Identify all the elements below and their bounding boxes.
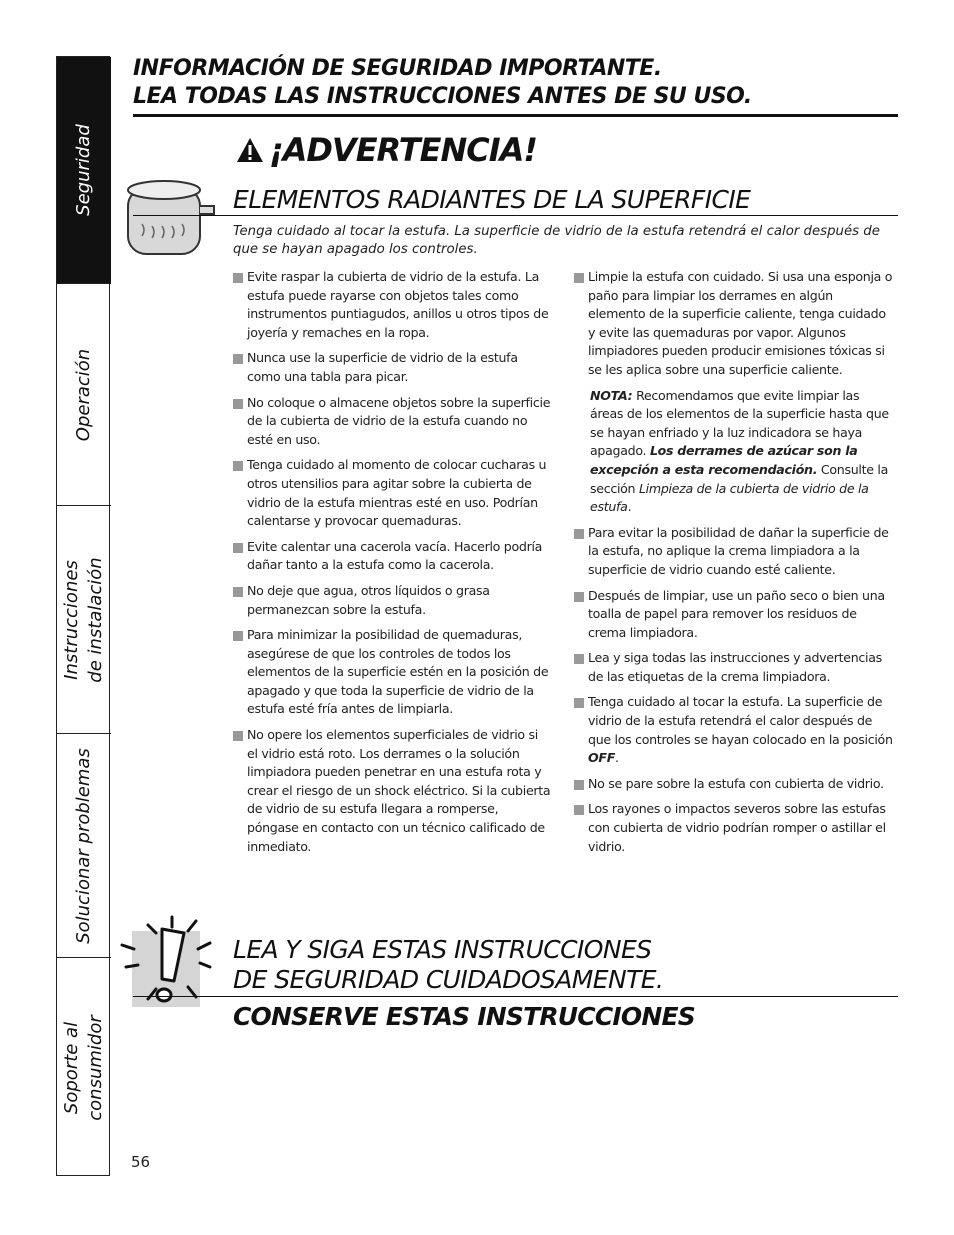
list-item <box>232 394 552 450</box>
bullet-text: Para minimizar la posibilidad de quemaduras, asegúrese de que los controles de todos los elementos de la superficie estén en la posición de apagado y que toda la superficie de vidrio de la estufa esté fría antes de limpiarla. <box>247 627 549 717</box>
list-item <box>573 268 893 380</box>
bullet-text: Evite calentar una cacerola vacía. Hacerlo podría dañar tanto a la estufa como la cacerola. <box>247 538 543 573</box>
tab-operacion[interactable] <box>57 284 111 506</box>
cta-line-2: DE SEGURIDAD CUIDADOSAMENTE. <box>233 965 664 994</box>
bullet-text: Lea y siga todas las instrucciones y advertencias de las etiquetas de la crema limpiadora. <box>588 650 882 684</box>
bullet-square-icon <box>574 529 584 539</box>
bullet-text: No se pare sobre la estufa con cubierta de vidrio. <box>588 775 884 791</box>
note-reference: Limpieza de la cubierta de vidrio de la estufa <box>590 480 869 515</box>
note-text-1: Recomendamos que evite limpiar las áreas de los elementos de la superficie hasta que se hayan enfriado y la luz indicadora se haya apagado. <box>590 387 889 459</box>
list-item <box>232 726 552 856</box>
note-end: . <box>627 499 632 515</box>
bullet-text: Tenga cuidado al tocar la estufa. La superficie de vidrio de la estufa retendrá el calor después de que los controles se hayan colocado en la posición <box>588 694 893 747</box>
list-item <box>232 349 552 386</box>
exclamation-icon <box>118 915 218 1007</box>
bullet-square-icon <box>233 461 243 471</box>
bullet-square-icon <box>233 731 243 741</box>
bullet-text: No coloque o almacene objetos sobre la superficie de la cubierta de vidrio de la estufa cuando no esté en uso. <box>247 394 551 447</box>
tab-soporte-label: Soporte al consumidor <box>61 1014 106 1121</box>
list-item <box>232 626 552 719</box>
left-column <box>232 268 552 863</box>
header-line-1: INFORMACIÓN DE SEGURIDAD IMPORTANTE. <box>133 56 662 81</box>
note-label: NOTA: <box>590 387 633 403</box>
bullet-text: Limpie la estufa con cuidado. Si usa una esponja o paño para limpiar los derrames en algún elemento de la superficie caliente, tenga cuidado y evite las quemaduras por vapor. Algunos limpiadores pueden producir emisiones tóxicas si se les aplica sobre una superficie caliente. <box>588 269 893 377</box>
section-sidebar <box>56 56 110 1176</box>
bullet-square-icon <box>233 273 243 283</box>
tab-seguridad[interactable] <box>57 57 111 284</box>
off-label: OFF <box>588 750 616 766</box>
bullet-square-icon <box>574 805 584 815</box>
page-number: 56 <box>131 1153 151 1171</box>
bullet-text: Nunca use la superficie de vidrio de la estufa como una tabla para picar. <box>247 350 518 384</box>
bullet-text: Tenga cuidado al momento de colocar cucharas u otros utensilios para agitar sobre la cubierta de vidrio de la estufa mientras esté en uso. Podrían calentarse y provocar quemaduras. <box>247 457 547 529</box>
header-rule <box>133 114 898 117</box>
keep-instructions: CONSERVE ESTAS INSTRUCCIONES <box>233 1002 695 1031</box>
warning-triangle-icon <box>235 136 265 164</box>
tab-problemas[interactable] <box>57 734 111 958</box>
right-column <box>573 268 893 863</box>
bullet-square-icon <box>233 631 243 641</box>
bullet-square-icon <box>233 399 243 409</box>
bullet-square-icon <box>233 543 243 553</box>
note-bold: Los derrames de azúcar son la excepción a esta recomendación. <box>590 443 858 477</box>
list-item <box>232 456 552 530</box>
tab-instalacion-label: Instrucciones de instalación <box>61 556 106 683</box>
bullet-text: Los rayones o impactos severos sobre las estufas con cubierta de vidrio podrían romper o astillar el vidrio. <box>588 801 886 854</box>
cta-line-1: LEA Y SIGA ESTAS INSTRUCCIONES <box>233 935 652 964</box>
bullet-square-icon <box>574 698 584 708</box>
section-rule <box>133 215 898 216</box>
bullet-text: No deje que agua, otros líquidos o grasa permanezcan sobre la estufa. <box>247 582 490 617</box>
list-item <box>573 775 893 794</box>
cta-rule <box>133 996 898 997</box>
header-line-2: LEA TODAS LAS INSTRUCCIONES ANTES DE SU USO. <box>133 84 752 109</box>
list-item <box>573 800 893 856</box>
list-item <box>573 693 893 767</box>
bullet-text: Después de limpiar, use un paño seco o bien una toalla de papel para remover los residuos de crema limpiadora. <box>588 587 885 640</box>
section-title: ELEMENTOS RADIANTES DE LA SUPERFICIE <box>233 185 751 214</box>
note-text-2: Consulte la sección <box>590 461 889 496</box>
bullet-square-icon <box>233 354 243 364</box>
bullet-text: No opere los elementos superficiales de vidrio si el vidrio está roto. Los derrames o la solución limpiadora pueden penetrar en una estufa rota y crear el riesgo de un shock eléctrico. Si la cubierta de vidrio de su estufa llegara a romperse, póngase en contacto con un técnico calificado de inmediato. <box>247 727 551 854</box>
list-item <box>232 538 552 575</box>
section-intro: Tenga cuidado al tocar la estufa. La superficie de vidrio de la estufa retendrá el calor después de que se hayan apagado los controles. <box>233 224 880 257</box>
list-item <box>232 582 552 619</box>
bullet-end: . <box>615 750 619 766</box>
list-item <box>573 524 893 580</box>
page-header <box>133 55 898 111</box>
warning-heading <box>235 131 537 169</box>
tab-seguridad-label: Seguridad <box>73 124 94 216</box>
list-item <box>573 649 893 686</box>
tab-problemas-label: Solucionar problemas <box>73 747 94 944</box>
tab-instalacion[interactable] <box>57 506 111 734</box>
bullet-text: Evite raspar la cubierta de vidrio de la estufa. La estufa puede rayarse con objetos tales como instrumentos puntiagudos, anillos u otros tipos de joyería y remaches en la ropa. <box>247 269 549 340</box>
hot-pot-icon <box>124 178 218 264</box>
warning-title: ¡ADVERTENCIA! <box>269 131 537 169</box>
tab-operacion-label: Operación <box>73 348 94 441</box>
cta-heading <box>233 935 663 995</box>
tab-soporte[interactable] <box>57 958 111 1177</box>
bullet-square-icon <box>574 780 584 790</box>
list-item <box>573 587 893 643</box>
bullet-text: Para evitar la posibilidad de dañar la superficie de la estufa, no aplique la crema limpiadora a la superficie de vidrio cuando esté caliente. <box>588 524 889 577</box>
bullet-square-icon <box>233 587 243 597</box>
bullet-square-icon <box>574 273 584 283</box>
bullet-square-icon <box>574 592 584 602</box>
note-block <box>573 387 893 517</box>
bullet-square-icon <box>574 654 584 664</box>
list-item <box>232 268 552 342</box>
